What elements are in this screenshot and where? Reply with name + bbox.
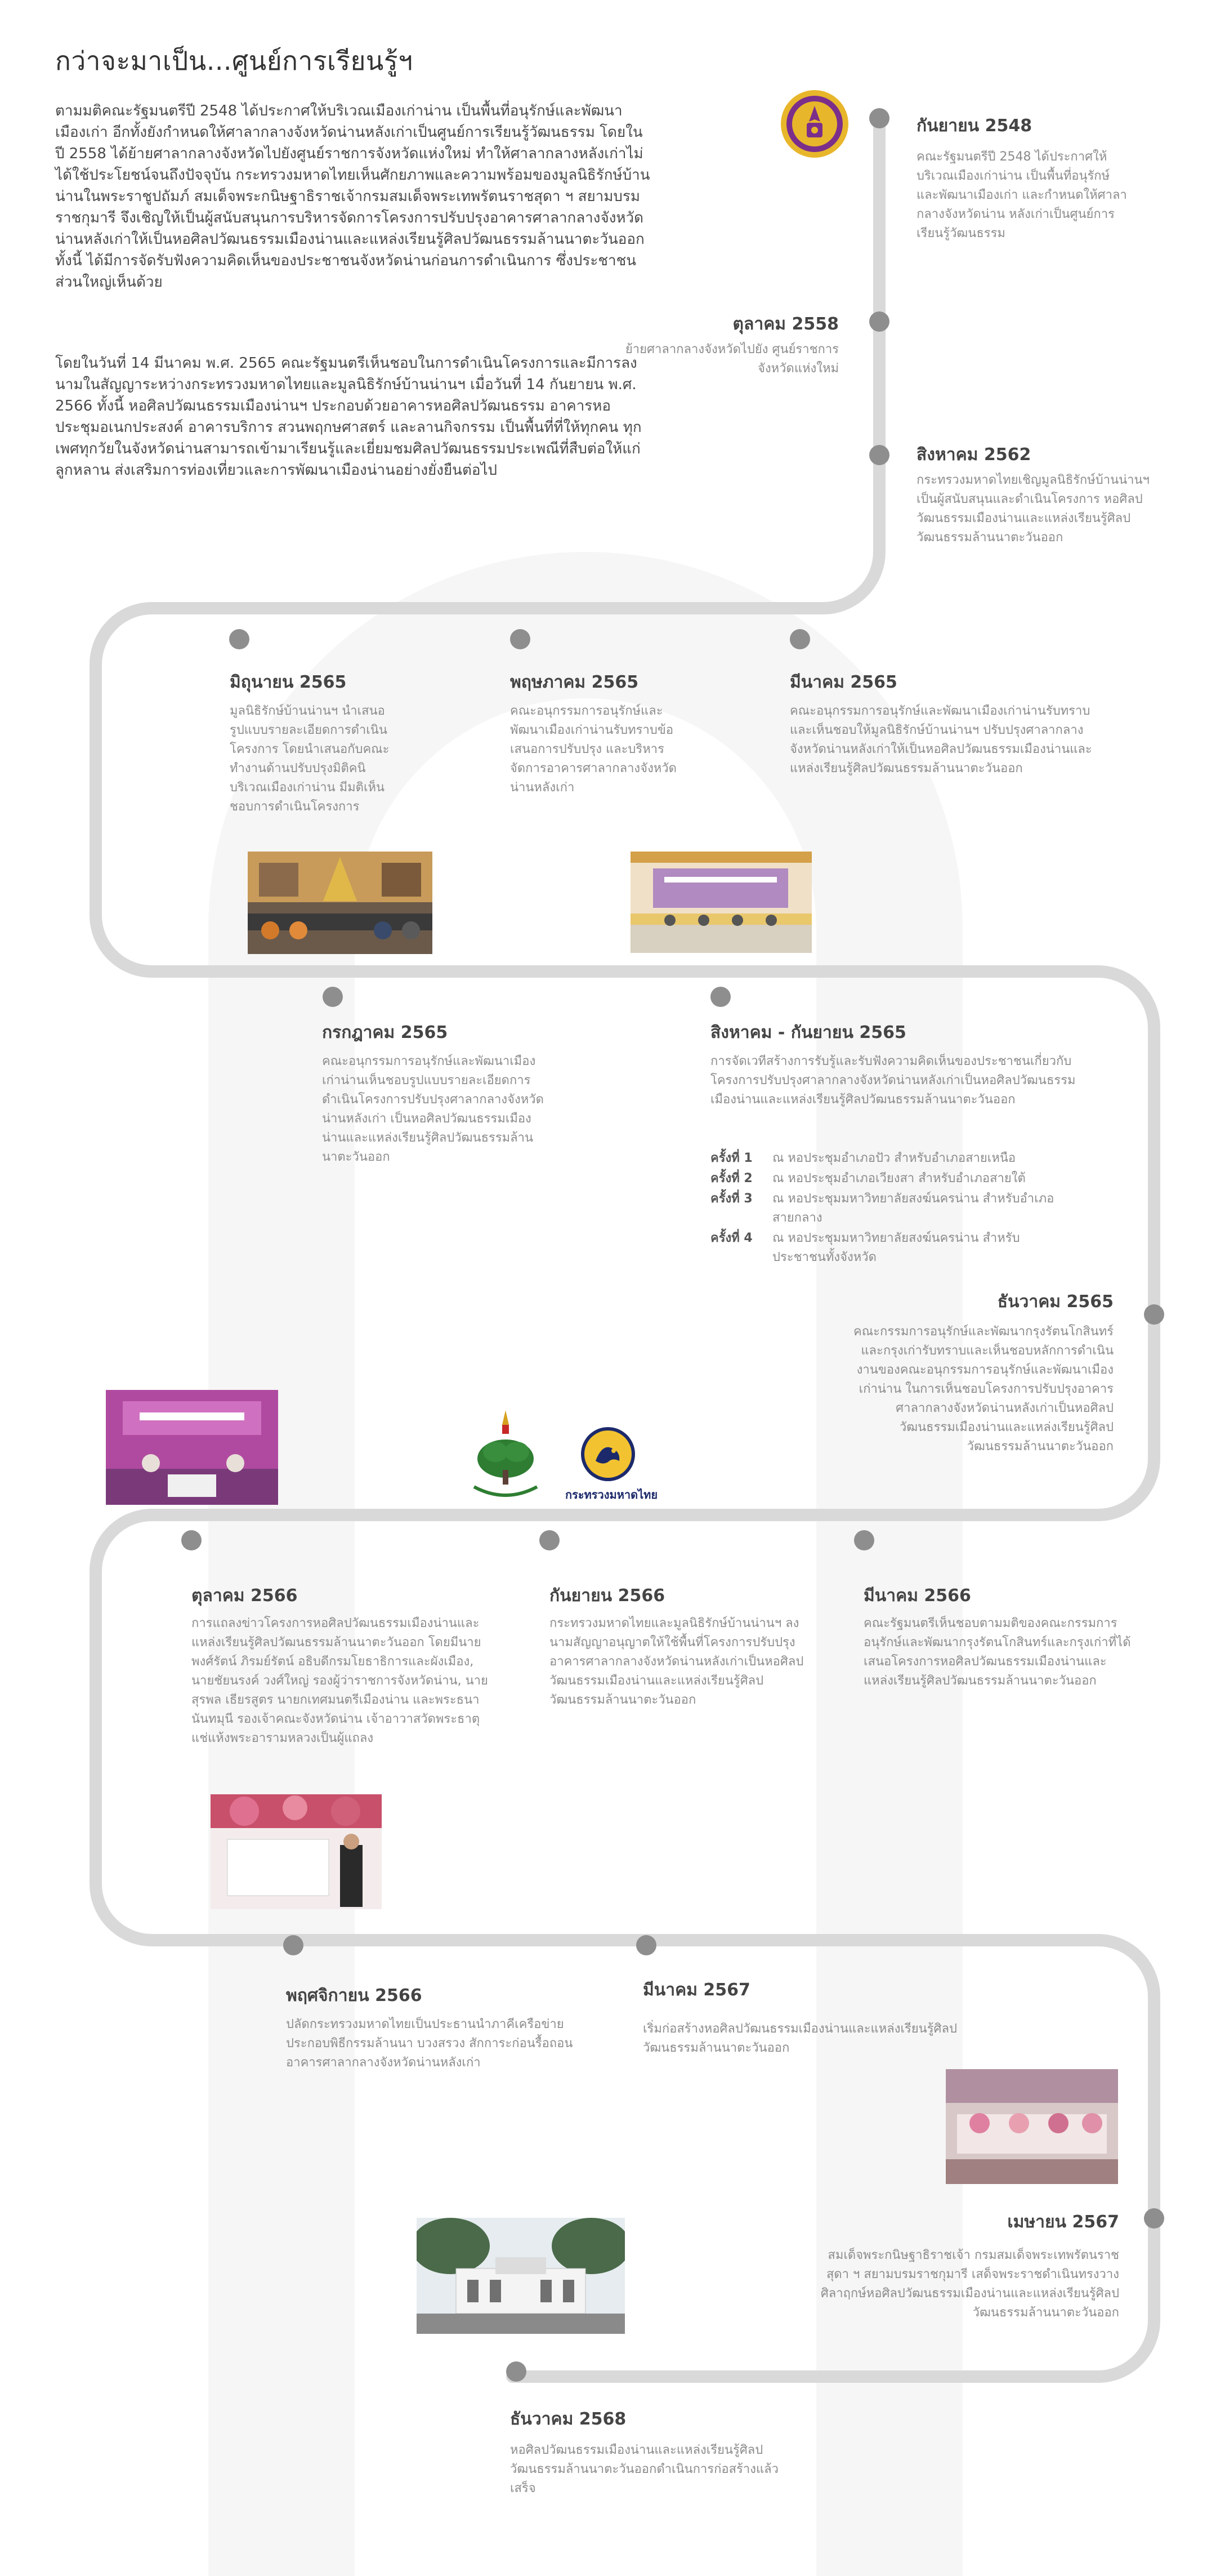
dot-mar-2565 bbox=[790, 629, 810, 649]
round-text: ณ หอประชุมอำเภอเวียงสา สำหรับอำเภอสายใต้ bbox=[772, 1171, 1026, 1186]
dot-aug-sep-2565 bbox=[710, 987, 731, 1007]
milestone-date: กันยายน 2566 bbox=[549, 1586, 665, 1606]
hearing-rounds-list bbox=[710, 1149, 1071, 1268]
milestone-desc: คณะรัฐมนตรีเห็นชอบตามมติของคณะกรรมการอนุรักษ์และพัฒนากรุงรัตนโกสินทร์และกรุงเก่าที่ได้เสนอโครงการหอศิลปวัฒนธรรมเมืองน่านและแหล่งเรียนรู้ศิลปวัฒนธรรมล้านนาตะวันออก bbox=[864, 1616, 1131, 1688]
milestone-desc: หอศิลปวัฒนธรรมเมืองน่านและแหล่งเรียนรู้ศิลปวัฒนธรรมล้านนาตะวันออกดำเนินการก่อสร้างแล้วเสร็จ bbox=[510, 2443, 779, 2495]
milestone-desc: คณะกรรมการอนุรักษ์และพัฒนากรุงรัตนโกสินทร์และกรุงเก่ารับทราบและเห็นชอบหลักการดำเนินงานของคณะอนุกรรมการอนุรักษ์และพัฒนาเมืองเก่าน่าน ในการเห็นชอบโครงการปรับปรุงอาคารศาลากลางจังหวัดน่านหลังเก่าเป็นหอศิลปวัฒนธรรมเมืองน่านและแหล่งเรียนรู้ศิลปวัฒนธรรมล้านนาตะวันออก bbox=[853, 1325, 1114, 1454]
photo-meeting-mural bbox=[248, 852, 432, 954]
page-title: กว่าจะมาเป็น...ศูนย์การเรียนรู้ฯ bbox=[55, 46, 413, 76]
dot-mar-2566 bbox=[854, 1530, 874, 1550]
milestone-desc: ย้ายศาลากลางจังหวัดไปยัง ศูนย์ราชการจังหวัดแห่งใหม่ bbox=[625, 342, 839, 376]
round-text: ณ หอประชุมมหาวิทยาลัยสงฆ์นครน่าน สำหรับอำเภอสายกลาง bbox=[772, 1192, 1054, 1225]
dot-dec-2568 bbox=[506, 2361, 526, 2382]
intro-paragraph-1: ตามมติคณะรัฐมนตรีปี 2548 ได้ประกาศให้บริเวณเมืองเก่าน่าน เป็นพื้นที่อนุรักษ์และพัฒนาเมืองเก่า อีกทั้งยังกำหนดให้ศาลากลางจังหวัดน่านหลังเก่าเป็นศูนย์การเรียนรู้วัฒนธรรม โดยในปี 2558 ได้ย้ายศาลากลางจังหวัดไปยังศูนย์ราชการจังหวัดแห่งใหม่ ทำให้ศาลากลางหลังเก่าไม่ได้ใช้ประโยชน์จนถึงปัจจุบัน กระทรวงมหาดไทยเห็นศักยภาพและความพร้อมของมูลนิธิรักษ์บ้านน่านในพระราชูปถัมภ์ สมเด็จพระกนิษฐาธิราชเจ้ากรมสมเด็จพระเทพรัตนราชสุดา ฯ สยามบรมราชกุมารี จึงเชิญให้เป็นผู้สนับสนุนการบริหารจัดการโครงการปรับปรุงอาคารศาลากลางจังหวัดน่านหลังเก่าให้เป็นหอศิลปวัฒนธรรมเมืองน่านและแหล่งเรียนรู้ศิลปวัฒนธรรมล้านนาตะวันออก ทั้งนี้ ได้มีการจัดรับฟังความคิดเห็นของประชาชนจังหวัดน่านก่อนการดำเนินการ ซึ่งประชาชนส่วนใหญ่เห็นด้วย bbox=[55, 102, 650, 291]
milestone-date: สิงหาคม 2562 bbox=[917, 445, 1031, 465]
photo-press-conference bbox=[211, 1794, 382, 1909]
round-label: ครั้งที่ 2 bbox=[710, 1171, 753, 1186]
dot-oct-2558 bbox=[869, 311, 889, 332]
dot-sep-2566 bbox=[539, 1530, 560, 1550]
milestone-desc: ปลัดกระทรวงมหาดไทยเป็นประธานนำภาคีเครือข่ายประกอบพิธีกรรมล้านนา บวงสรวง สักการะก่อนรื้อถอนอาคารศาลากลางจังหวัดน่านหลังเก่า bbox=[286, 2017, 573, 2070]
photo-foundation-stone-ceremony bbox=[946, 2069, 1118, 2184]
milestone-desc: สมเด็จพระกนิษฐาธิราชเจ้า กรมสมเด็จพระเทพรัตนราชสุดา ฯ สยามบรมราชกุมารี เสด็จพระราชดำเนินทรงวางศิลาฤกษ์หอศิลปวัฒนธรรมเมืองน่านและแหล่งเรียนรู้ศิลปวัฒนธรรมล้านนาตะวันออก bbox=[820, 2248, 1119, 2320]
milestone-date: ธันวาคม 2568 bbox=[510, 2409, 627, 2429]
milestone-date: กรกฎาคม 2565 bbox=[322, 1023, 448, 1042]
milestone-date: พฤษภาคม 2565 bbox=[510, 672, 639, 692]
milestone-desc: คณะอนุกรรมการอนุรักษ์และพัฒนาเมืองเก่าน่านเห็นชอบรูปแบบรายละเอียดการดำเนินโครงการปรับปรุงศาลากลางจังหวัดน่านหลังเก่า เป็นหอศิลปวัฒนธรรมเมืองน่านและแหล่งเรียนรู้ศิลปวัฒนธรรมล้านนาตะวันออก bbox=[322, 1054, 544, 1164]
photo-hearing-stage bbox=[631, 852, 812, 953]
milestone-desc: มูลนิธิรักษ์บ้านน่านฯ นำเสนอรูปแบบรายละเอียดการดำเนินโครงการ โดยนำเสนอกับคณะทำงานด้านปรับปรุงมิติคนิบริเวณเมืองเก่าน่าน มีมติเห็นชอบการดำเนินโครงการ bbox=[230, 704, 390, 814]
ministry-name: กระทรวงมหาดไทย bbox=[565, 1488, 658, 1501]
milestone-date: กันยายน 2548 bbox=[917, 116, 1032, 136]
hearing-round bbox=[710, 1169, 1071, 1188]
dot-aug-2562 bbox=[869, 445, 889, 465]
milestone-date: มีนาคม 2565 bbox=[790, 672, 897, 692]
milestone-desc: คณะอนุกรรมการอนุรักษ์และพัฒนาเมืองเก่าน่านรับทราบข้อเสนอการปรับปรุง และบริหารจัดการอาคารศาลากลางจังหวัดน่านหลังเก่า bbox=[510, 704, 677, 795]
photo-contract-signing bbox=[106, 1390, 278, 1505]
round-label: ครั้งที่ 3 bbox=[710, 1192, 753, 1206]
milestone-date: มีนาคม 2566 bbox=[864, 1586, 971, 1606]
dot-nov-2566 bbox=[283, 1935, 303, 1955]
milestone-date: เมษายน 2567 bbox=[1007, 2212, 1119, 2232]
milestone-desc: กระทรวงมหาดไทยเชิญมูลนิธิรักษ์บ้านน่านฯ เป็นผู้สนับสนุนและดำเนินโครงการ หอศิลปวัฒนธรรมเมืองน่านและแหล่งเรียนรู้ศิลปวัฒนธรรมล้านนาตะวันออก bbox=[917, 473, 1150, 545]
hearing-round bbox=[710, 1229, 1071, 1267]
round-text: ณ หอประชุมอำเภอปัว สำหรับอำเภอสายเหนือ bbox=[772, 1151, 1016, 1165]
milestone-desc: การแถลงข่าวโครงการหอศิลปวัฒนธรรมเมืองน่านและแหล่งเรียนรู้ศิลปวัฒนธรรมล้านนาตะวันออก โดยมีนายพงศ์รัตน์ ภิรมย์รัตน์ อธิบดีกรมโยธาธิการและผังเมือง, นายชัยนรงค์ วงศ์ใหญ่ รองผู้ว่าราชการจังหวัดน่าน, นายสุรพล เธียรสูตร นายกเทศมนตรีเมืองน่าน และพระธนานันทมุนี รองเจ้าคณะจังหวัดน่าน เจ้าอาวาสวัดพระธาตุแช่แห้งพระอารามหลวงเป็นผู้แถลง bbox=[191, 1616, 488, 1745]
milestone-date: พฤศจิกายน 2566 bbox=[286, 1986, 422, 2005]
hearing-round bbox=[710, 1149, 1071, 1168]
milestone-date: ตุลาคม 2558 bbox=[732, 314, 839, 334]
photo-museum-building bbox=[417, 2218, 625, 2334]
rak-ban-nan-foundation-logo bbox=[466, 1408, 545, 1504]
round-label: ครั้งที่ 1 bbox=[710, 1151, 753, 1165]
milestone-date: มิถุนายน 2565 bbox=[230, 672, 347, 692]
royal-emblem-icon bbox=[780, 89, 850, 159]
milestone-date: สิงหาคม - กันยายน 2565 bbox=[710, 1023, 906, 1042]
dot-dec-2565 bbox=[1144, 1304, 1164, 1325]
milestone-date: มีนาคม 2567 bbox=[643, 1980, 750, 2000]
milestone-desc: คณะรัฐมนตรีปี 2548 ได้ประกาศให้บริเวณเมืองเก่าน่าน เป็นพื้นที่อนุรักษ์และพัฒนาเมืองเก่า และกำหนดให้ศาลากลางจังหวัดน่าน หลังเก่าเป็นศูนย์การเรียนรู้วัฒนธรรม bbox=[917, 150, 1127, 240]
milestone-date: ตุลาคม 2566 bbox=[191, 1586, 298, 1606]
milestone-desc: กระทรวงมหาดไทยและมูลนิธิรักษ์บ้านน่านฯ ลงนามสัญญาอนุญาตให้ใช้พื้นที่โครงการปรับปรุงอาคารศาลากลางจังหวัดน่านหลังเก่าเป็นหอศิลปวัฒนธรรมเมืองน่านและแหล่งเรียนรู้ศิลปวัฒนธรรมล้านนาตะวันออก bbox=[549, 1616, 804, 1707]
hearing-round bbox=[710, 1189, 1071, 1228]
milestone-desc: เริ่มก่อสร้างหอศิลปวัฒนธรรมเมืองน่านและแหล่งเรียนรู้ศิลปวัฒนธรรมล้านนาตะวันออก bbox=[643, 2022, 957, 2055]
dot-apr-2567 bbox=[1144, 2208, 1164, 2229]
round-label: ครั้งที่ 4 bbox=[710, 1231, 753, 1245]
dot-oct-2566 bbox=[181, 1530, 202, 1550]
ministry-of-interior-seal bbox=[580, 1426, 636, 1482]
dot-jul-2565 bbox=[323, 987, 343, 1007]
intro-paragraph-2: โดยในวันที่ 14 มีนาคม พ.ศ. 2565 คณะรัฐมนตรีเห็นชอบในการดำเนินโครงการและมีการลงนามในสัญญาระหว่างกระทรวงมหาดไทยและมูลนิธิรักษ์บ้านน่านฯ เมื่อวันที่ 14 กันยายน พ.ศ. 2566 ทั้งนี้ หอศิลปวัฒนธรรมเมืองน่านฯ ประกอบด้วยอาคารหอศิลปวัฒนธรรม อาคารหอประชุมอเนกประสงค์ อาคารบริการ สวนพฤกษศาสตร์ และลานกิจกรรม เป็นพื้นที่ที่ให้ทุกคน ทุกเพศทุกวัยในจังหวัดน่านสามารถเข้ามาเรียนรู้และเยี่ยมชมศิลปวัฒนธรรมประเพณีที่สืบต่อให้แก่ลูกหลาน ส่งเสริมการท่องเที่ยวและการพัฒนาเมืองน่านอย่างยั่งยืนต่อไป bbox=[55, 355, 642, 479]
milestone-desc: คณะอนุกรรมการอนุรักษ์และพัฒนาเมืองเก่าน่านรับทราบและเห็นชอบให้มูลนิธิรักษ์บ้านน่านฯ ปรับปรุงศาลากลางจังหวัดน่านหลังเก่าให้เป็นหอศิลปวัฒนธรรมเมืองน่านและแหล่งเรียนรู้ศิลปวัฒนธรรมล้านนาตะวันออก bbox=[790, 704, 1092, 776]
dot-may-2565 bbox=[510, 629, 530, 649]
dot-sep-2548 bbox=[869, 108, 889, 128]
dot-mar-2567 bbox=[636, 1935, 656, 1955]
dot-jun-2565 bbox=[229, 629, 249, 649]
milestone-date: ธันวาคม 2565 bbox=[997, 1292, 1114, 1312]
milestone-desc: การจัดเวทีสร้างการรับรู้และรับฟังความคิดเห็นของประชาชนเกี่ยวกับโครงการปรับปรุงศาลากลางจังหวัดน่านหลังเก่าเป็นหอศิลปวัฒนธรรมเมืองน่านและแหล่งเรียนรู้ศิลปวัฒนธรรมล้านนาตะวันออก bbox=[710, 1054, 1076, 1107]
round-text: ณ หอประชุมมหาวิทยาลัยสงฆ์นครน่าน สำหรับประชาชนทั้งจังหวัด bbox=[772, 1231, 1020, 1264]
